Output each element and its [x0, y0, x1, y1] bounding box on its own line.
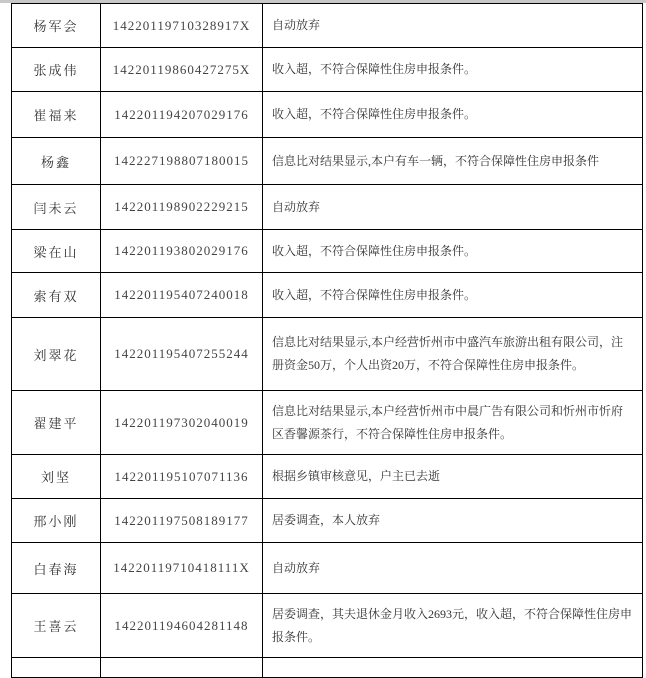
- table-row: [12, 48, 643, 92]
- rejection-reason: 居委调查，本人放弃: [263, 499, 643, 543]
- applicant-name: 刘坚: [12, 455, 101, 499]
- id-number: 142201194207029176: [101, 92, 263, 138]
- id-number: 142201198902229215: [101, 185, 263, 230]
- table-row: [12, 185, 643, 230]
- id-number: 142201193802029176: [101, 230, 263, 273]
- id-number: [101, 658, 263, 678]
- rejection-reason: 收入超，不符合保障性住房申报条件。: [263, 48, 643, 92]
- rejection-reason: 自动放弃: [263, 4, 643, 48]
- applicant-name: 崔福来: [12, 92, 101, 138]
- applicant-name: [12, 658, 101, 678]
- rejection-reason: 信息比对结果显示,本户经营忻州市中晨广告有限公司和忻州市忻府区香馨源茶行，不符合保障性住房申报条件。: [263, 391, 643, 455]
- rejection-reason: 居委调查，其夫退休金月收入2693元，收入超，不符合保障性住房申报条件。: [263, 594, 643, 658]
- table-row: [12, 138, 643, 185]
- rejection-reason: 根据乡镇审核意见，户主已去逝: [263, 455, 643, 499]
- applicant-rejection-table: [11, 3, 643, 678]
- id-number: 142201195407240018: [101, 273, 263, 318]
- table-row: [12, 318, 643, 391]
- id-number: 142201195107071136: [101, 455, 263, 499]
- table-row: [12, 499, 643, 543]
- id-number: 14220119710418111X: [101, 543, 263, 594]
- id-number: 142201197302040019: [101, 391, 263, 455]
- table-row: [12, 92, 643, 138]
- applicant-name: 刘翠花: [12, 318, 101, 391]
- table-row: [12, 273, 643, 318]
- applicant-name: 梁在山: [12, 230, 101, 273]
- applicant-name: 闫未云: [12, 185, 101, 230]
- id-number: 14220119710328917X: [101, 4, 263, 48]
- applicant-name: 索有双: [12, 273, 101, 318]
- rejection-reason: 自动放弃: [263, 543, 643, 594]
- id-number: 142201194604281148: [101, 594, 263, 658]
- table-row: [12, 543, 643, 594]
- applicant-name: 杨鑫: [12, 138, 101, 185]
- table-row: [12, 230, 643, 273]
- rejection-reason: 信息比对结果显示,本户有车一辆，不符合保障性住房申报条件: [263, 138, 643, 185]
- rejection-reason: 自动放弃: [263, 185, 643, 230]
- id-number: 14220119860427275X: [101, 48, 263, 92]
- rejection-reason: 信息比对结果显示,本户经营忻州市中盛汽车旅游出租有限公司，注册资金50万，个人出资20万，不符合保障性住房申报条件。: [263, 318, 643, 391]
- rejection-reason: 收入超，不符合保障性住房申报条件。: [263, 92, 643, 138]
- table-row-partial: [12, 658, 643, 678]
- applicant-name: 杨军会: [12, 4, 101, 48]
- id-number: 142201197508189177: [101, 499, 263, 543]
- applicant-name: 张成伟: [12, 48, 101, 92]
- applicant-name: 王喜云: [12, 594, 101, 658]
- id-number: 142227198807180015: [101, 138, 263, 185]
- rejection-reason: [263, 658, 643, 678]
- id-number: 142201195407255244: [101, 318, 263, 391]
- table-row: [12, 455, 643, 499]
- table-row: [12, 391, 643, 455]
- table-row: [12, 4, 643, 48]
- applicant-name: 翟建平: [12, 391, 101, 455]
- applicant-name: 邢小刚: [12, 499, 101, 543]
- applicant-name: 白春海: [12, 543, 101, 594]
- table-row: [12, 594, 643, 658]
- rejection-reason: 收入超，不符合保障性住房申报条件。: [263, 273, 643, 318]
- rejection-reason: 收入超，不符合保障性住房申报条件。: [263, 230, 643, 273]
